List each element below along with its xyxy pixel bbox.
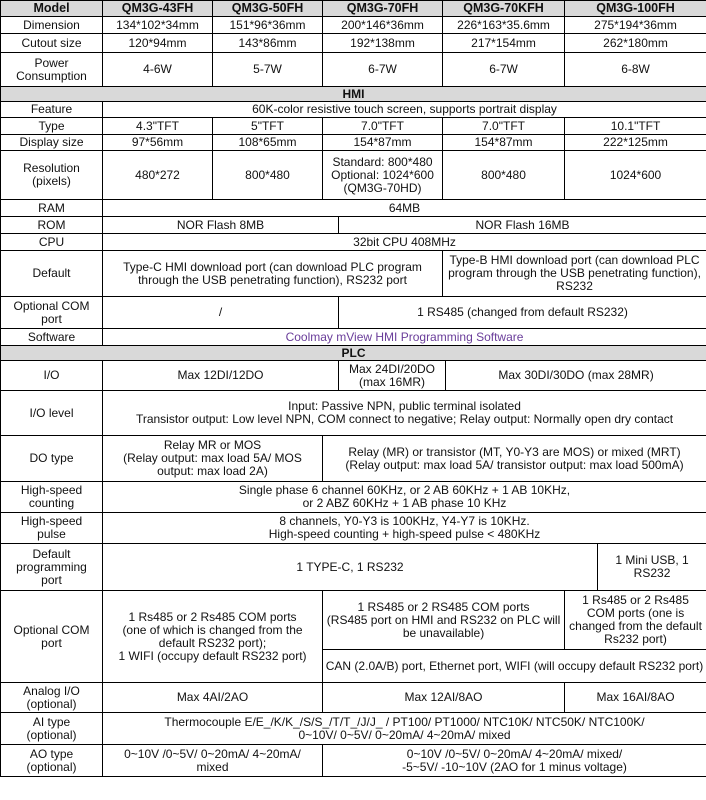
row-label: AO type (optional) [1, 745, 103, 777]
cell: Max 4AI/2AO [103, 683, 323, 713]
row-label: Display size [1, 135, 103, 151]
row-cpu [1, 234, 706, 251]
cell: 262*180mm [565, 34, 706, 53]
row-label: Optional COM port [1, 591, 103, 683]
cell: 154*87mm [443, 135, 565, 151]
cell: Relay (MR) or transistor (MT, Y0-Y3 are MOS) or mixed (MRT) (Relay output: max load 5A/ transistor output: max load 500mA) [323, 436, 706, 482]
cell: 1024*600 [565, 151, 706, 200]
row-label: High-speed pulse [1, 513, 103, 544]
row-label: Default [1, 251, 103, 297]
section-title: HMI [1, 87, 706, 102]
cell: Standard: 800*480 Optional: 1024*600 (QM3G-70HD) [323, 151, 443, 200]
row-analog [1, 683, 706, 713]
row-label: DO type [1, 436, 103, 482]
cell: 192*138mm [323, 34, 443, 53]
cell: 1 Rs485 or 2 Rs485 COM ports (one is changed from the default Rs232 port) [565, 591, 706, 650]
row-rom [1, 217, 706, 234]
cell: 134*102*34mm [103, 17, 213, 34]
cell: 154*87mm [323, 135, 443, 151]
row-optional-com-plc [1, 591, 706, 650]
row-ram [1, 200, 706, 217]
cell: NOR Flash 8MB [103, 217, 339, 234]
cell: NOR Flash 16MB [339, 217, 706, 234]
row-type [1, 118, 706, 135]
cell: 1 Mini USB, 1 RS232 [598, 544, 706, 591]
cell: 108*65mm [213, 135, 323, 151]
header-row [1, 1, 706, 17]
row-label: Cutout size [1, 34, 103, 53]
section-plc [1, 346, 706, 361]
cell: 32bit CPU 408MHz [103, 234, 706, 251]
row-power [1, 53, 706, 87]
cell: 4-6W [103, 53, 213, 87]
cell: Thermocouple E/E_/K/K_/S/S_/T/T_/J/J_ / PT100/ PT1000/ NTC10K/ NTC50K/ NTC100K/ 0~10V/ 0~5V/ 0~20mA/ 4~20mA/ mixed [103, 713, 706, 745]
section-hmi [1, 87, 706, 102]
row-label: Power Consumption [1, 53, 103, 87]
cell: 5-7W [213, 53, 323, 87]
row-label: ROM [1, 217, 103, 234]
row-hs-pulse [1, 513, 706, 544]
cell: Relay MR or MOS (Relay output: max load 5A/ MOS output: max load 2A) [103, 436, 323, 482]
row-io-level [1, 391, 706, 436]
row-label: Analog I/O (optional) [1, 683, 103, 713]
row-label: I/O level [1, 391, 103, 436]
cell: Max 24DI/20DO (max 16MR) [339, 361, 446, 391]
model-name: QM3G-70FH [323, 1, 443, 17]
row-hs-counting [1, 482, 706, 513]
cell: / [103, 297, 339, 329]
row-display-size [1, 135, 706, 151]
cell: 0~10V /0~5V/ 0~20mA/ 4~20mA/ mixed/ -5~5V/ -10~10V (2AO for 1 minus voltage) [323, 745, 706, 777]
cell: 200*146*36mm [323, 17, 443, 34]
cell: 120*94mm [103, 34, 213, 53]
row-ao-type [1, 745, 706, 777]
row-io [1, 361, 706, 391]
model-name: QM3G-100FH [565, 1, 706, 17]
cell: 480*272 [103, 151, 213, 200]
cell: Input: Passive NPN, public terminal isolated Transistor output: Low level NPN, COM connect to negative; Relay output: Normally open dry contact [103, 391, 706, 436]
cell: 151*96*36mm [213, 17, 323, 34]
cell: 800*480 [443, 151, 565, 200]
cell: 217*154mm [443, 34, 565, 53]
cell: 1 TYPE-C, 1 RS232 [103, 544, 598, 591]
cell: 0~10V /0~5V/ 0~20mA/ 4~20mA/ mixed [103, 745, 323, 777]
model-name: QM3G-70KFH [443, 1, 565, 17]
row-optional-com-hmi [1, 297, 706, 329]
cell: 1 RS485 (changed from default RS232) [339, 297, 706, 329]
cell: 4.3"TFT [103, 118, 213, 135]
row-label: Default programming port [1, 544, 103, 591]
row-do-type [1, 436, 706, 482]
row-label: I/O [1, 361, 103, 391]
row-label: RAM [1, 200, 103, 217]
cell: Max 12AI/8AO [323, 683, 565, 713]
cell: 6-7W [323, 53, 443, 87]
row-feature [1, 102, 706, 118]
row-label: Software [1, 329, 103, 346]
row-software [1, 329, 706, 346]
cell: 8 channels, Y0-Y3 is 100KHz, Y4-Y7 is 10KHz. High-speed counting + high-speed pulse < 480KHz [103, 513, 706, 544]
cell: 64MB [103, 200, 706, 217]
row-label: Optional COM port [1, 297, 103, 329]
row-label: CPU [1, 234, 103, 251]
row-dimension [1, 17, 706, 34]
cell: Single phase 6 channel 60KHz, or 2 AB 60KHz + 1 AB 10KHz, or 2 ABZ 60KHz + 1 AB phase 10 KHz [103, 482, 706, 513]
model-name: QM3G-50FH [213, 1, 323, 17]
cell: 7.0"TFT [323, 118, 443, 135]
cell: Max 30DI/30DO (max 28MR) [446, 361, 706, 391]
cell: 60K-color resistive touch screen, supports portrait display [103, 102, 706, 118]
cell: 222*125mm [565, 135, 706, 151]
cell: 97*56mm [103, 135, 213, 151]
cell: 5"TFT [213, 118, 323, 135]
cell: Type-C HMI download port (can download PLC program through the USB penetrating function), RS232 port [103, 251, 443, 297]
row-ai-type [1, 713, 706, 745]
software-link[interactable]: Coolmay mView HMI Programming Software [103, 329, 706, 346]
cell: 7.0"TFT [443, 118, 565, 135]
section-title: PLC [1, 346, 706, 361]
row-label: Dimension [1, 17, 103, 34]
cell: Max 12DI/12DO [103, 361, 339, 391]
row-label: AI type (optional) [1, 713, 103, 745]
cell: CAN (2.0A/B) port, Ethernet port, WIFI (will occupy default RS232 port) [323, 650, 706, 683]
row-default [1, 251, 706, 297]
cell: 6-8W [565, 53, 706, 87]
row-label: Resolution (pixels) [1, 151, 103, 200]
row-default-prog [1, 544, 706, 591]
cell: 275*194*36mm [565, 17, 706, 34]
cell: 143*86mm [213, 34, 323, 53]
row-label: Feature [1, 102, 103, 118]
cell: 226*163*35.6mm [443, 17, 565, 34]
model-name: QM3G-43FH [103, 1, 213, 17]
cell: 1 RS485 or 2 RS485 COM ports (RS485 port on HMI and RS232 on PLC will be unavailable) [323, 591, 565, 650]
row-label: Type [1, 118, 103, 135]
header-label: Model [1, 1, 103, 17]
row-label: High-speed counting [1, 482, 103, 513]
cell: Max 16AI/8AO [565, 683, 706, 713]
cell: 10.1"TFT [565, 118, 706, 135]
cell: 800*480 [213, 151, 323, 200]
cell: 6-7W [443, 53, 565, 87]
row-resolution [1, 151, 706, 200]
cell: 1 Rs485 or 2 Rs485 COM ports (one of which is changed from the default RS232 port); 1 WIFI (occupy default RS232 port) [103, 591, 323, 683]
cell: Type-B HMI download port (can download PLC program through the USB penetrating function), RS232 [443, 251, 706, 297]
row-cutout [1, 34, 706, 53]
